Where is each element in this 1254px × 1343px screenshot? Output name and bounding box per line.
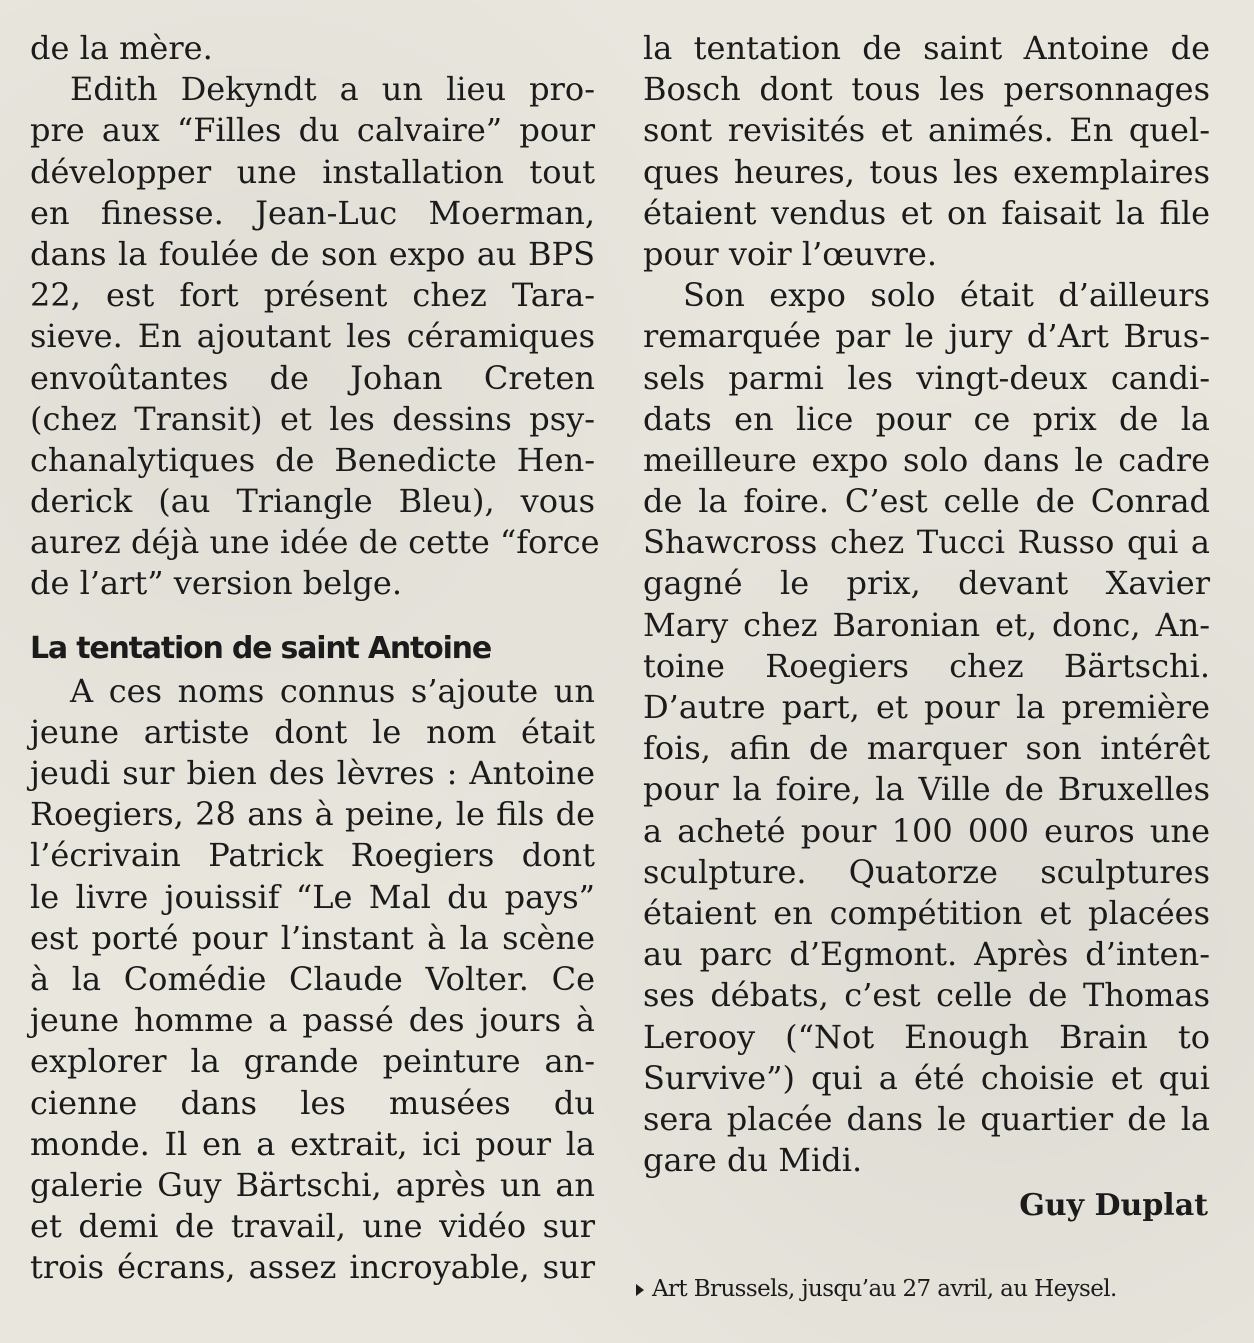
text-line: est porté pour l’instant à la scène xyxy=(30,918,595,957)
text-line: sera placée dans le quartier de la xyxy=(643,1099,1210,1138)
text-line: pre aux “Filles du calvaire” pour xyxy=(30,111,595,150)
text-line: Mary chez Baronian et, donc, An- xyxy=(643,605,1210,644)
text-line: dats en lice pour ce prix de la xyxy=(643,399,1210,438)
text-line: développer une installation tout xyxy=(30,152,595,191)
text-line: chanalytiques de Benedicte Hen- xyxy=(30,440,595,479)
text-line: de l’art” version belge. xyxy=(30,564,403,603)
text-line: ses débats, c’est celle de Thomas xyxy=(643,976,1210,1015)
text-line: le livre jouissif “Le Mal du pays” xyxy=(30,877,595,916)
text-line: envoûtantes de Johan Creten xyxy=(30,358,595,397)
text-line: toine Roegiers chez Bärtschi. xyxy=(643,646,1210,685)
text-line: trois écrans, assez incroyable, sur xyxy=(30,1248,595,1287)
text-line: la tentation de saint Antoine de xyxy=(643,29,1210,67)
text-line: et demi de travail, une vidéo sur xyxy=(30,1207,595,1246)
text-line: remarquée par le jury d’Art Brus- xyxy=(643,317,1210,356)
text-line: gagné le prix, devant Xavier xyxy=(643,564,1210,603)
text-line: Son expo solo était d’ailleurs xyxy=(683,276,1210,315)
text-line: monde. Il en a extrait, ici pour la xyxy=(30,1124,595,1163)
text-line: de la foire. C’est celle de Conrad xyxy=(643,482,1210,521)
text-line: sont revisités et animés. En quel- xyxy=(643,111,1210,150)
text-line: Survive”) qui a été choisie et qui xyxy=(643,1058,1210,1097)
right-para-1 xyxy=(643,28,1210,275)
text-line: cienne dans les musées du xyxy=(30,1083,595,1122)
text-line: aurez déjà une idée de cette “force xyxy=(30,523,600,562)
text-line: 22, est fort présent chez Tara- xyxy=(30,276,595,315)
text-line: sculpture. Quatorze sculptures xyxy=(643,852,1210,891)
text-line: pour la foire, la Ville de Bruxelles xyxy=(643,770,1210,809)
right-column xyxy=(643,28,1210,1181)
text-line: étaient vendus et on faisait la file xyxy=(643,193,1210,232)
text-line: sieve. En ajoutant les céramiques xyxy=(30,317,595,356)
text-line: Roegiers, 28 ans à peine, le fils de xyxy=(30,795,595,834)
text-line: dans la foulée de son expo au BPS xyxy=(30,234,595,273)
text-line: fois, afin de marquer son intérêt xyxy=(643,729,1210,768)
left-para-1 xyxy=(30,28,595,69)
author-byline: Guy Duplat xyxy=(1019,1188,1208,1223)
event-footnote xyxy=(636,1276,1117,1302)
text-line: a acheté pour 100 000 euros une xyxy=(643,811,1210,850)
text-line: A ces noms connus s’ajoute un xyxy=(70,671,595,710)
text-line: Bosch dont tous les personnages xyxy=(643,70,1210,109)
text-line: à la Comédie Claude Volter. Ce xyxy=(30,959,595,998)
left-para-3 xyxy=(30,671,595,1289)
text-line: derick (au Triangle Bleu), vous xyxy=(30,482,595,521)
text-line: étaient en compétition et placées xyxy=(643,893,1210,932)
text-line: jeune artiste dont le nom était xyxy=(30,712,595,751)
text-line: jeune homme a passé des jours à xyxy=(30,1001,595,1040)
text-line: (chez Transit) et les dessins psy- xyxy=(30,399,595,438)
text-line: D’autre part, et pour la première xyxy=(643,688,1210,726)
footnote-text: Art Brussels, jusqu’au 27 avril, au Heysel. xyxy=(652,1276,1117,1302)
section-gap xyxy=(30,605,595,627)
text-line: l’écrivain Patrick Roegiers dont xyxy=(30,836,595,875)
left-column xyxy=(30,28,600,1288)
text-line: jeudi sur bien des lèvres : Antoine xyxy=(30,754,595,792)
text-line: gare du Midi. xyxy=(643,1141,863,1180)
text-line: de la mère. xyxy=(30,29,213,67)
bullet-icon xyxy=(636,1284,644,1296)
section-heading: La tentation de saint Antoine xyxy=(30,630,491,666)
text-line: Shawcross chez Tucci Russo qui a xyxy=(643,523,1210,562)
text-line: meilleure expo solo dans le cadre xyxy=(643,440,1210,479)
left-para-2 xyxy=(30,69,600,604)
text-line: au parc d’Egmont. Après d’inten- xyxy=(643,935,1210,974)
text-line: explorer la grande peinture an- xyxy=(30,1042,595,1081)
text-line: galerie Guy Bärtschi, après un an xyxy=(30,1165,595,1204)
right-para-2 xyxy=(643,275,1210,1181)
text-line: ques heures, tous les exemplaires xyxy=(643,152,1210,191)
text-line: Lerooy (“Not Enough Brain to xyxy=(643,1017,1210,1056)
text-line: pour voir l’œuvre. xyxy=(643,234,938,273)
text-line: sels parmi les vingt-deux candi- xyxy=(643,358,1210,397)
text-line: Edith Dekyndt a un lieu pro- xyxy=(70,70,595,109)
text-line: en finesse. Jean-Luc Moerman, xyxy=(30,193,595,232)
